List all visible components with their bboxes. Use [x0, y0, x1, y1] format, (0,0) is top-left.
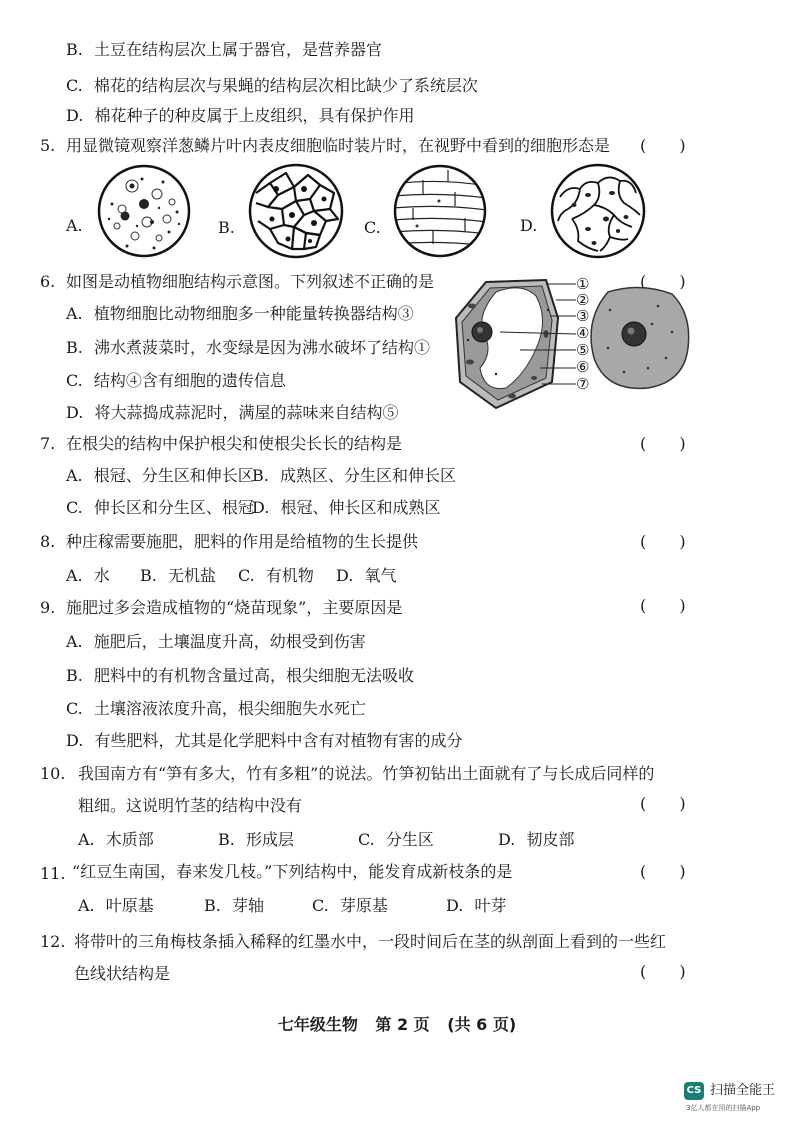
option-text: 形成层 — [245, 830, 294, 849]
q7-stem: 在根尖的结构中保护根尖和使根尖长长的结构是 — [66, 434, 403, 453]
q7-number: 7. — [40, 434, 56, 453]
option-letter: A. — [78, 896, 95, 915]
cell-label-6: ⑥ — [576, 358, 590, 376]
q9-number: 9. — [40, 598, 56, 617]
option-letter: D. — [66, 731, 84, 750]
q11-number: 11. — [40, 864, 66, 883]
option-letter: B. — [218, 830, 235, 849]
cell-label-7: ⑦ — [576, 375, 590, 393]
q6-stem: 如图是动植物细胞结构示意图。下列叙述不正确的是 — [66, 272, 435, 291]
q4-option-c — [66, 76, 478, 96]
q9-stem: 施肥过多会造成植物的“烧苗现象”，主要原因是 — [66, 598, 403, 617]
option-letter: A. — [66, 632, 83, 651]
option-letter: B. — [252, 466, 269, 485]
option-text: 将大蒜捣成蒜泥时，满屋的蒜味来自结构⑤ — [94, 403, 399, 422]
microscope-view-d — [550, 163, 646, 259]
option-letter: D. — [252, 498, 270, 517]
q8-option-c — [238, 566, 314, 586]
option-text: 根冠、分生区和伸长区 — [93, 466, 254, 485]
option-text: 氧气 — [364, 566, 397, 585]
cell-label-2: ② — [576, 291, 590, 309]
option-letter: D. — [66, 106, 84, 125]
option-text: 韧皮部 — [526, 830, 575, 849]
q11-stem: “红豆生南国，春来发几枝。”下列结构中，能发育成新枝条的是 — [72, 862, 513, 881]
option-letter: C. — [358, 830, 375, 849]
cell-label-3: ③ — [576, 307, 590, 325]
microscope-view-c — [393, 164, 487, 258]
q8-answer-paren[interactable]: ( ) — [640, 532, 700, 551]
q7-option-c — [66, 498, 254, 518]
cell-label-5: ⑤ — [576, 341, 590, 359]
option-letter: B. — [204, 896, 221, 915]
q7-option-d — [252, 498, 440, 518]
camscanner-logo-icon: CS — [684, 1082, 704, 1100]
q5-image-label-b: B. — [218, 218, 235, 237]
option-text: 叶原基 — [105, 896, 154, 915]
option-text: 土壤溶液浓度升高，根尖细胞失水死亡 — [93, 699, 366, 718]
option-letter: A. — [66, 466, 83, 485]
option-letter: D. — [446, 896, 464, 915]
option-letter: A. — [78, 830, 95, 849]
q11-option-a — [78, 896, 154, 916]
footer-subject: 七年级生物 — [277, 1015, 358, 1034]
option-text: 施肥后，土壤温度升高，幼根受到伤害 — [93, 632, 366, 651]
q6-option-a — [66, 304, 414, 324]
q4-option-b — [66, 40, 382, 60]
option-text: 有机物 — [265, 566, 314, 585]
option-text: 木质部 — [105, 830, 154, 849]
q10-option-b — [218, 830, 294, 850]
q8-option-d — [336, 566, 396, 586]
option-letter: A. — [66, 304, 83, 323]
scanner-watermark — [684, 1080, 792, 1120]
q5-image-label-d: D. — [520, 216, 538, 235]
q6-option-d — [66, 403, 398, 423]
q8-option-b — [140, 566, 216, 586]
q12-answer-paren[interactable]: ( ) — [640, 962, 700, 981]
q11-option-c — [312, 896, 388, 916]
option-letter: B. — [66, 666, 83, 685]
q7-option-b — [252, 466, 456, 486]
option-text: 棉花种子的种皮属于上皮组织，具有保护作用 — [94, 106, 415, 125]
q11-option-b — [204, 896, 264, 916]
q8-option-a — [66, 566, 110, 586]
q5-image-label-c: C. — [364, 218, 381, 237]
animal-cell-diagram — [588, 284, 692, 392]
option-letter: B. — [66, 40, 83, 59]
option-letter: C. — [66, 76, 83, 95]
option-letter: C. — [66, 498, 83, 517]
microscope-view-b — [248, 163, 344, 259]
microscope-view-a — [97, 164, 191, 258]
q6-option-b — [66, 338, 430, 358]
cell-label-1: ① — [576, 275, 590, 293]
option-text: 伸长区和分生区、根冠 — [93, 498, 254, 517]
q10-answer-paren[interactable]: ( ) — [640, 794, 700, 813]
option-letter: B. — [140, 566, 157, 585]
cell-label-4: ④ — [576, 324, 590, 342]
option-text: 成熟区、分生区和伸长区 — [279, 466, 456, 485]
q5-stem: 用显微镜观察洋葱鳞片叶内表皮细胞临时装片时，在视野中看到的细胞形态是 — [66, 136, 611, 155]
option-letter: A. — [66, 566, 83, 585]
q7-answer-paren[interactable]: ( ) — [640, 434, 700, 453]
q6-answer-paren[interactable]: ( ) — [640, 272, 700, 291]
option-text: 根冠、伸长区和成熟区 — [280, 498, 441, 517]
option-text: 肥料中的有机物含量过高，根尖细胞无法吸收 — [93, 666, 414, 685]
q9-answer-paren[interactable]: ( ) — [640, 596, 700, 615]
q9-option-c — [66, 699, 366, 719]
option-letter: D. — [66, 403, 84, 422]
option-text: 芽轴 — [231, 896, 264, 915]
option-text: 植物细胞比动物细胞多一种能量转换器结构③ — [93, 304, 414, 323]
q11-option-d — [446, 896, 506, 916]
q12-number: 12. — [40, 932, 66, 951]
q5-answer-paren[interactable]: ( ) — [640, 136, 700, 155]
option-text: 有些肥料，尤其是化学肥料中含有对植物有害的成分 — [94, 731, 463, 750]
q5-number: 5. — [40, 136, 56, 155]
option-text: 叶芽 — [474, 896, 507, 915]
q10-option-a — [78, 830, 154, 850]
option-text: 无机盐 — [167, 566, 216, 585]
q10-number: 10. — [40, 764, 66, 783]
option-text: 芽原基 — [339, 896, 388, 915]
q9-option-d — [66, 731, 462, 751]
q10-option-d — [498, 830, 574, 850]
option-letter: C. — [238, 566, 255, 585]
option-text: 沸水煮菠菜时，水变绿是因为沸水破坏了结构① — [93, 338, 430, 357]
option-text: 土豆在结构层次上属于器官，是营养器官 — [93, 40, 382, 59]
q11-answer-paren[interactable]: ( ) — [640, 862, 700, 881]
option-letter: C. — [312, 896, 329, 915]
option-text: 水 — [93, 566, 110, 585]
q6-option-c — [66, 371, 286, 391]
q4-option-d — [66, 106, 414, 126]
q12-stem-line1: 将带叶的三角梅枝条插入稀释的红墨水中，一段时间后在茎的纵剖面上看到的一些红 — [74, 932, 667, 951]
footer-total: (共 6 页) — [447, 1015, 517, 1034]
option-letter: D. — [498, 830, 516, 849]
q10-option-c — [358, 830, 434, 850]
option-letter: C. — [66, 371, 83, 390]
q7-option-a — [66, 466, 254, 486]
option-letter: C. — [66, 699, 83, 718]
q6-number: 6. — [40, 272, 56, 291]
option-text: 结构④含有细胞的遗传信息 — [93, 371, 286, 390]
q10-stem-line1: 我国南方有“笋有多大，竹有多粗”的说法。竹笋初钻出土面就有了与长成后同样的 — [78, 764, 655, 783]
option-text: 分生区 — [385, 830, 434, 849]
q5-image-label-a: A. — [66, 216, 83, 235]
q9-option-b — [66, 666, 414, 686]
watermark-title: 扫描全能王 — [710, 1083, 776, 1098]
option-letter: D. — [336, 566, 354, 585]
q10-stem-line2: 粗细。这说明竹茎的结构中没有 — [78, 796, 303, 815]
option-text: 棉花的结构层次与果蝇的结构层次相比缺少了系统层次 — [93, 76, 478, 95]
option-letter: B. — [66, 338, 83, 357]
q9-option-a — [66, 632, 366, 652]
q8-stem: 种庄稼需要施肥，肥料的作用是给植物的生长提供 — [66, 532, 419, 551]
page-footer — [0, 1012, 794, 1035]
watermark-subtitle: 3亿人都在用的扫描App — [686, 1104, 761, 1112]
q12-stem-line2: 色线状结构是 — [74, 964, 171, 983]
q8-number: 8. — [40, 532, 56, 551]
footer-page: 第 2 页 — [375, 1015, 430, 1034]
